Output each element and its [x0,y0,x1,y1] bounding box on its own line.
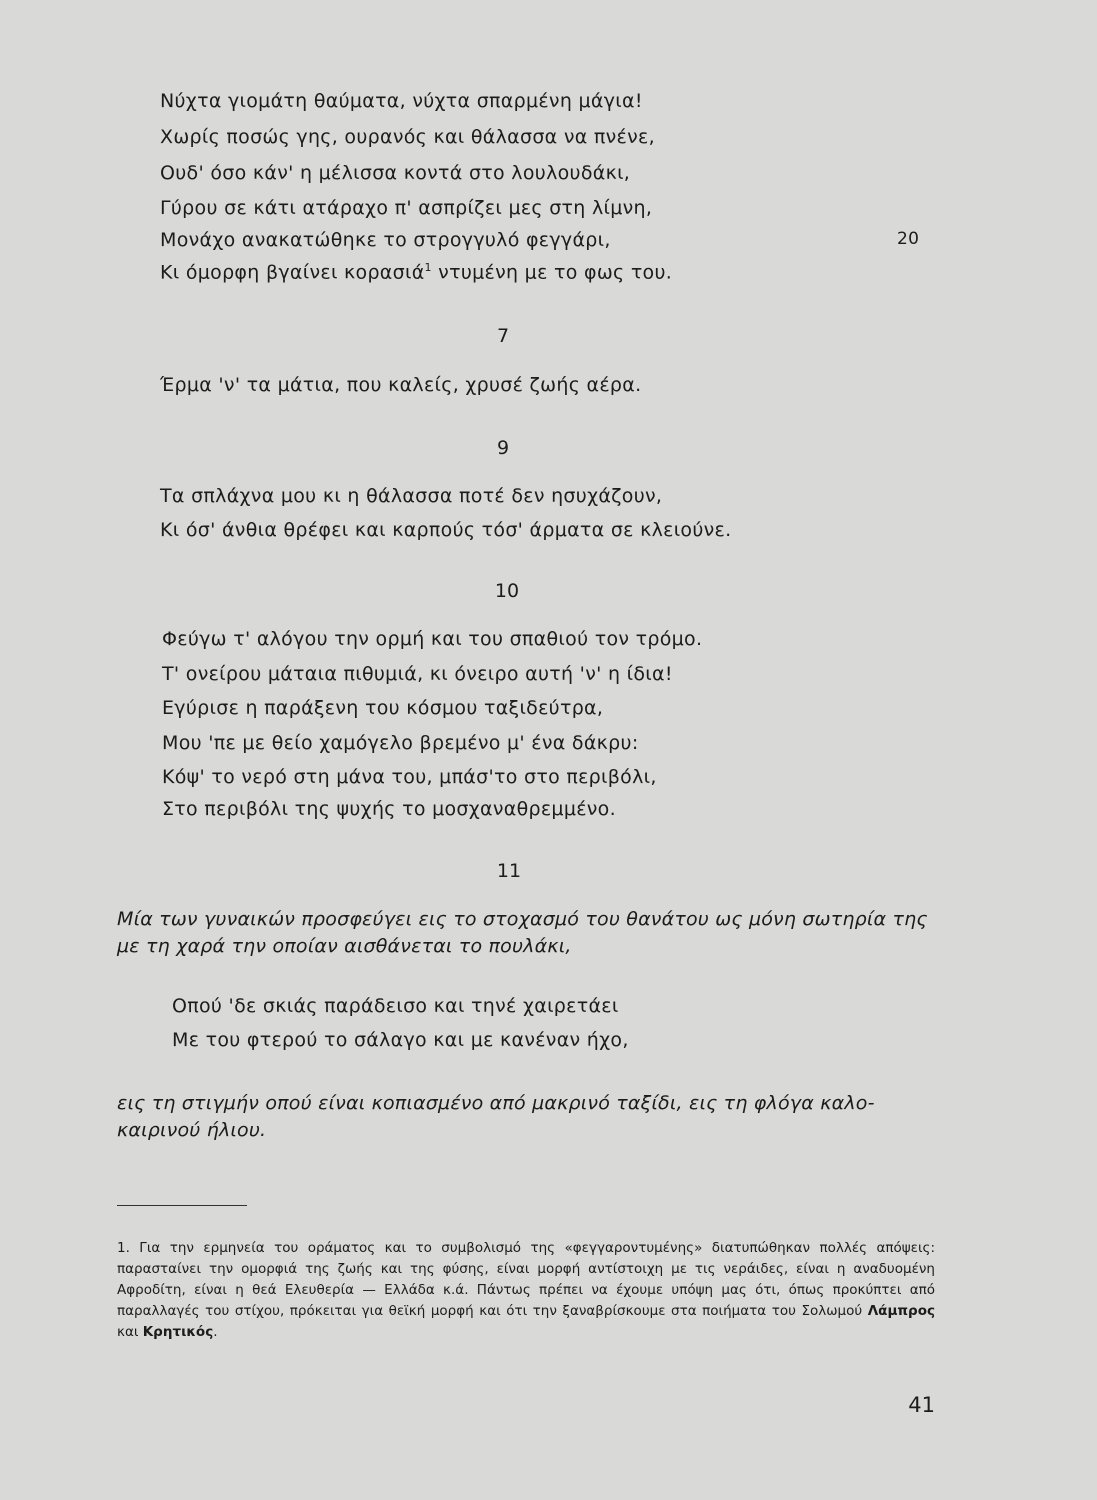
verse-line: Γύρου σε κάτι ατάραχο π' ασπρίζει μες στη λίμνη, [160,197,653,219]
footnote-text: και [117,1324,143,1340]
footnote-text: 1. Για την ερμηνεία του οράματος και το συμβολισμό της «φεγγαροντυμένης» διατυπώθηκαν πολλές απόψεις: παρασταίνει την ομορφιά της ζωής και της φύσης, είναι μορφή αντίστοιχη με τις νεράιδες, είναι η αναδυομένη Αφροδίτη, είναι η θεά Ελευθερία — Ελλάδα κ.ά. Πάντως πρέπει να έχουμε υπόψη μας ότι, όπως προκύπτει από παραλλαγές του στίχου, πρόκειται για θεϊκή μορφή και ότι την ξαναβρίσκουμε στα ποιήματα του Σολωμού [117,1240,935,1319]
prose-paragraph: εις τη στιγμήν οπού είναι κοπιασμένο από μακρινό ταξίδι, εις τη φλόγα καλο-καιρινού ήλιου. [117,1092,875,1141]
verse-line [160,261,672,283]
page-number: 41 [908,1393,935,1417]
verse-line: Κι όσ' άνθια θρέφει και καρπούς τόσ' άρματα σε κλειούνε. [160,519,732,541]
footnote-text: . [213,1324,218,1340]
verse-line: Νύχτα γιομάτη θαύματα, νύχτα σπαρμένη μάγια! [160,90,643,112]
verse-line: Ουδ' όσο κάν' η μέλισσα κοντά στο λουλουδάκι, [160,162,631,184]
verse-text: ντυμένη με το φως του. [431,261,673,284]
verse-line: Φεύγω τ' αλόγου την ορμή και του σπαθιού τον τρόμο. [162,628,703,650]
verse-text: Κι όμορφη βγαίνει κορασιά [160,261,425,284]
section-number: 10 [494,580,520,602]
section-number: 11 [496,860,522,882]
footnote-bold: Κρητικός [142,1324,214,1340]
footnote-rule [117,1205,247,1206]
footnote-bold: Λάμπρος [867,1303,935,1319]
verse-line: Μονάχο ανακατώθηκε το στρογγυλό φεγγάρι, [160,229,611,251]
verse-line: Κόψ' το νερό στη μάνα του, μπάσ'το στο περιβόλι, [162,766,657,788]
line-number: 20 [897,229,920,249]
verse-line: Μου 'πε με θείο χαμόγελο βρεμένο μ' ένα δάκρυ: [162,732,639,754]
verse-line: Τ' ονείρου μάταια πιθυμιά, κι όνειρο αυτή 'ν' η ίδια! [162,663,673,685]
footnote [117,1238,935,1343]
prose-paragraph: Μία των γυναικών προσφεύγει εις το στοχασμό του θανάτου ως μόνη σωτηρία της με τη χαρά την οποίαν αισθάνεται το πουλάκι, [117,908,928,957]
verse-line: Οπού 'δε σκιάς παράδεισο και τηνέ χαιρετάει [172,995,619,1017]
verse-line: Χωρίς ποσώς γης, ουρανός και θάλασσα να πνένε, [160,126,655,148]
verse-line: Στο περιβόλι της ψυχής το μοσχαναθρεμμένο. [162,798,616,820]
verse-line: Τα σπλάχνα μου κι η θάλασσα ποτέ δεν ησυχάζουν, [160,485,663,507]
footnote-marker: 1 [424,261,432,274]
verse-line: Εγύρισε η παράξενη του κόσμου ταξιδεύτρα, [162,697,604,719]
section-number: 7 [496,325,510,347]
verse-line: Έρμα 'ν' τα μάτια, που καλείς, χρυσέ ζωής αέρα. [160,374,642,396]
section-number: 9 [496,437,510,459]
verse-line: Με του φτερού το σάλαγο και με κανέναν ήχο, [172,1029,629,1051]
